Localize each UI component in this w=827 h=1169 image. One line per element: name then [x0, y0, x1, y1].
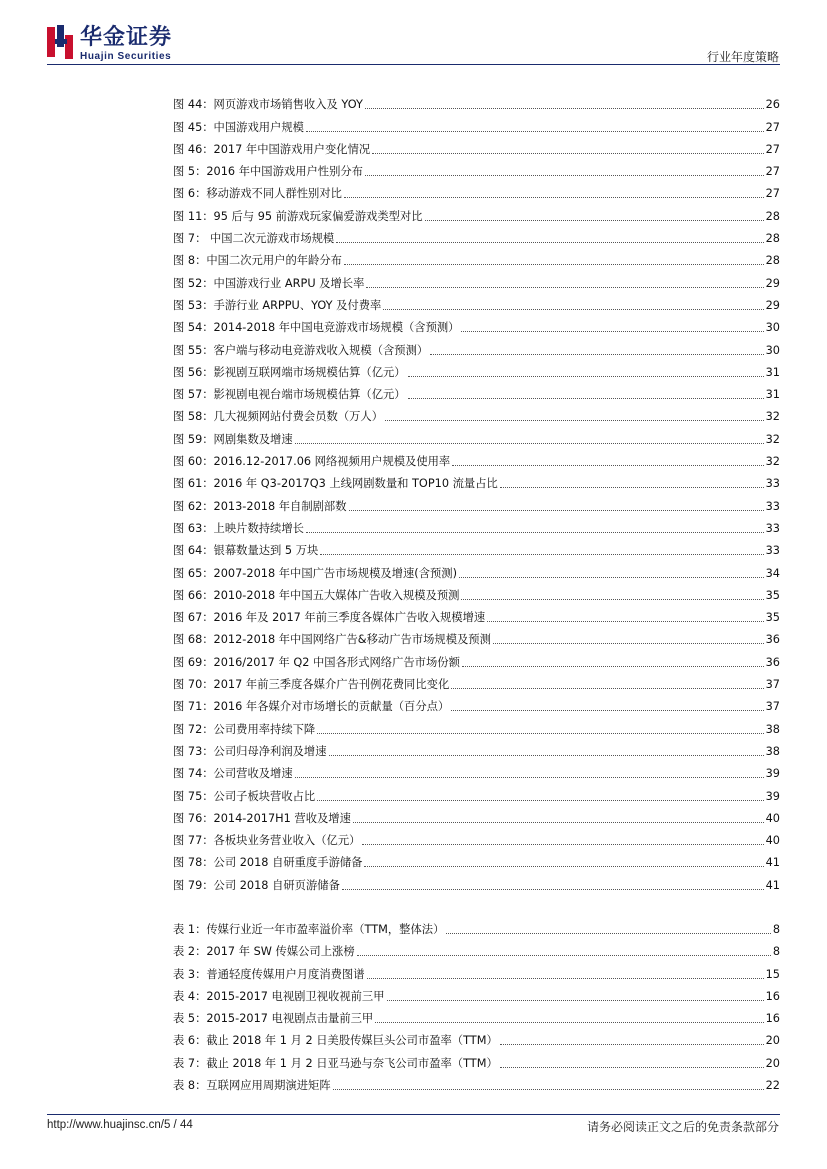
figure-toc-row[interactable] [173, 268, 780, 290]
toc-entry-page[interactable]: 32 [765, 455, 780, 469]
dot-leader [383, 309, 763, 310]
dot-leader [430, 354, 763, 355]
figure-toc-row[interactable] [173, 358, 780, 380]
toc-entry-page[interactable]: 39 [765, 767, 780, 781]
figure-toc-row[interactable] [173, 90, 780, 112]
figure-toc-row[interactable] [173, 848, 780, 870]
figure-toc-row[interactable] [173, 224, 780, 246]
toc-entry-label[interactable]: 图 55：客户端与移动电竞游戏收入规模（含预测） [173, 343, 429, 357]
toc-entry-page[interactable]: 35 [765, 588, 780, 602]
dot-leader [317, 733, 763, 734]
table-toc-row[interactable] [173, 959, 780, 981]
table-list [173, 915, 780, 1093]
toc-entry-page[interactable]: 32 [765, 410, 780, 424]
figure-toc-row[interactable] [173, 246, 780, 268]
toc-entry-label[interactable]: 表 4：2015-2017 电视剧卫视收视前三甲 [173, 989, 385, 1003]
figure-toc-row[interactable] [173, 558, 780, 580]
toc-entry-label[interactable]: 图 58：几大视频网站付费会员数（万人） [173, 410, 384, 424]
toc-entry-label[interactable]: 图 59：网剧集数及增速 [173, 432, 293, 446]
toc-entry-label[interactable]: 图 67：2016 年及 2017 年前三季度各媒体广告收入规模增速 [173, 611, 486, 625]
dot-leader [500, 1067, 764, 1068]
figure-toc-row[interactable] [173, 380, 780, 402]
footer-url[interactable]: http://www.huajinsc.cn/5 / 44 [47, 1119, 193, 1131]
toc-entry-label[interactable]: 图 8：中国二次元用户的年龄分布 [173, 254, 342, 268]
toc-entry-page[interactable]: 28 [765, 254, 780, 268]
figure-toc-row[interactable] [173, 514, 780, 536]
toc-entry-page[interactable]: 33 [765, 477, 780, 491]
dot-leader [367, 978, 764, 979]
figure-toc-row[interactable] [173, 759, 780, 781]
toc-entry-label[interactable]: 表 5：2015-2017 电视剧点击量前三甲 [173, 1012, 374, 1026]
dot-leader [365, 108, 764, 109]
toc-entry-label[interactable]: 图 79：公司 2018 自研页游储备 [173, 878, 340, 892]
figure-list [173, 90, 780, 893]
dot-leader [452, 465, 763, 466]
section-gap [173, 893, 780, 915]
table-toc-row[interactable] [173, 937, 780, 959]
toc-entry-page[interactable]: 16 [765, 989, 780, 1003]
dot-leader [451, 688, 763, 689]
dot-leader [362, 844, 763, 845]
toc-entry-label[interactable]: 图 75：公司子板块营收占比 [173, 789, 316, 803]
dot-leader [333, 1089, 764, 1090]
figure-toc-row[interactable] [173, 826, 780, 848]
figure-toc-row[interactable] [173, 804, 780, 826]
toc-entry-label[interactable]: 图 5：2016 年中国游戏用户性别分布 [173, 165, 363, 179]
figure-toc-row[interactable] [173, 157, 780, 179]
toc-entry-label[interactable]: 图 74：公司营收及增速 [173, 767, 293, 781]
toc-entry-page[interactable]: 33 [765, 499, 780, 513]
toc-entry-label[interactable]: 图 61：2016 年 Q3-2017Q3 上线网剧数量和 TOP10 流量占比 [173, 477, 498, 491]
toc-entry-page[interactable]: 27 [765, 142, 780, 156]
figure-toc-row[interactable] [173, 179, 780, 201]
toc-entry-label[interactable]: 图 6：移动游戏不同人群性别对比 [173, 187, 342, 201]
toc-entry-page[interactable]: 34 [765, 566, 780, 580]
toc-entry-page[interactable]: 29 [765, 276, 780, 290]
toc-entry-page[interactable]: 16 [765, 1012, 780, 1026]
toc-entry-label[interactable]: 表 7：截止 2018 年 1 月 2 日亚马逊与奈飞公司市盈率（TTM） [173, 1056, 498, 1070]
dot-leader [446, 933, 770, 934]
toc-entry-label[interactable]: 图 62：2013-2018 年自制剧部数 [173, 499, 347, 513]
dot-leader [349, 510, 764, 511]
table-of-contents [173, 90, 780, 1093]
toc-entry-page[interactable]: 37 [765, 700, 780, 714]
toc-entry-label[interactable]: 图 70：2017 年前三季度各媒介广告刊例花费同比变化 [173, 678, 450, 692]
toc-entry-label[interactable]: 图 65：2007-2018 年中国广告市场规模及增速(含预测) [173, 566, 457, 580]
figure-toc-row[interactable] [173, 402, 780, 424]
figure-toc-row[interactable] [173, 781, 780, 803]
toc-entry-label[interactable]: 图 53：手游行业 ARPPU、YOY 及付费率 [173, 298, 382, 312]
toc-entry-label[interactable]: 图 72：公司费用率持续下降 [173, 722, 316, 736]
toc-entry-label[interactable]: 图 56：影视剧互联网端市场规模估算（亿元） [173, 365, 406, 379]
toc-entry-page[interactable]: 41 [765, 856, 780, 870]
dot-leader [459, 577, 764, 578]
figure-toc-row[interactable] [173, 692, 780, 714]
toc-entry-page[interactable]: 36 [765, 655, 780, 669]
table-toc-row[interactable] [173, 1071, 780, 1093]
toc-entry-label[interactable]: 图 73：公司归母净利润及增速 [173, 744, 327, 758]
toc-entry-label[interactable]: 图 77：各板块业务营业收入（亿元） [173, 834, 361, 848]
dot-leader [336, 242, 763, 243]
figure-toc-row[interactable] [173, 447, 780, 469]
dot-leader [342, 889, 764, 890]
toc-entry-page[interactable]: 28 [765, 209, 780, 223]
dot-leader [306, 532, 764, 533]
toc-entry-label[interactable]: 图 66：2010-2018 年中国五大媒体广告收入规模及预测 [173, 588, 460, 602]
figure-toc-row[interactable] [173, 424, 780, 446]
figure-toc-row[interactable] [173, 647, 780, 669]
toc-entry-label[interactable]: 表 8：互联网应用周期演进矩阵 [173, 1079, 331, 1093]
toc-entry-page[interactable]: 33 [765, 521, 780, 535]
toc-entry-label[interactable]: 图 76：2014-2017H1 营收及增速 [173, 811, 351, 825]
toc-entry-page[interactable]: 41 [765, 878, 780, 892]
toc-entry-page[interactable]: 8 [772, 922, 780, 936]
dot-leader [295, 443, 764, 444]
figure-toc-row[interactable] [173, 714, 780, 736]
toc-entry-page[interactable]: 40 [765, 811, 780, 825]
table-toc-row[interactable] [173, 982, 780, 1004]
toc-entry-page[interactable]: 35 [765, 611, 780, 625]
toc-entry-page[interactable]: 40 [765, 834, 780, 848]
table-toc-row[interactable] [173, 1026, 780, 1048]
figure-toc-row[interactable] [173, 135, 780, 157]
toc-entry-page[interactable]: 38 [765, 722, 780, 736]
dot-leader [317, 800, 763, 801]
dot-leader [425, 220, 764, 221]
dot-leader [500, 1044, 764, 1045]
toc-entry-page[interactable]: 26 [765, 98, 780, 112]
brand-name-cn: 华金证券 [80, 25, 173, 50]
dot-leader [344, 264, 764, 265]
toc-entry-page[interactable]: 22 [765, 1079, 780, 1093]
toc-entry-page[interactable]: 27 [765, 187, 780, 201]
toc-entry-page[interactable]: 27 [765, 120, 780, 134]
toc-entry-page[interactable]: 31 [765, 388, 780, 402]
page-header [0, 0, 827, 70]
table-toc-row[interactable] [173, 1048, 780, 1070]
figure-toc-row[interactable] [173, 870, 780, 892]
dot-leader [493, 643, 764, 644]
toc-entry-label[interactable]: 图 68：2012-2018 年中国网络广告&移动广告市场规模及预测 [173, 633, 491, 647]
toc-entry-page[interactable]: 39 [765, 789, 780, 803]
report-type: 行业年度策略 [706, 50, 779, 64]
dot-leader [487, 621, 763, 622]
toc-entry-page[interactable]: 15 [765, 967, 780, 981]
figure-toc-row[interactable] [173, 335, 780, 357]
footer-divider [47, 1114, 780, 1115]
toc-entry-label[interactable]: 图 7： 中国二次元游戏市场规模 [173, 232, 335, 246]
toc-entry-label[interactable]: 图 60：2016.12-2017.06 网络视频用户规模及使用率 [173, 455, 451, 469]
huajin-logo-icon [47, 25, 73, 59]
toc-entry-page[interactable]: 20 [765, 1056, 780, 1070]
dot-leader [387, 1000, 764, 1001]
toc-entry-page[interactable]: 29 [765, 298, 780, 312]
figure-toc-row[interactable] [173, 491, 780, 513]
toc-entry-page[interactable]: 30 [765, 343, 780, 357]
toc-entry-label[interactable]: 图 63：上映片数持续增长 [173, 521, 304, 535]
toc-entry-label[interactable]: 表 3：普通轻度传媒用户月度消费图谱 [173, 967, 365, 981]
dot-leader [372, 153, 763, 154]
dot-leader [344, 197, 764, 198]
dot-leader [385, 420, 764, 421]
dot-leader [295, 777, 764, 778]
toc-entry-label[interactable]: 表 1：传媒行业近一年市盈率溢价率（TTM，整体法） [173, 922, 445, 936]
dot-leader [451, 710, 763, 711]
table-toc-row[interactable] [173, 1004, 780, 1026]
dot-leader [500, 487, 764, 488]
dot-leader [365, 175, 764, 176]
toc-entry-label[interactable]: 图 78：公司 2018 自研重度手游储备 [173, 856, 363, 870]
figure-toc-row[interactable] [173, 291, 780, 313]
dot-leader [364, 866, 763, 867]
figure-toc-row[interactable] [173, 112, 780, 134]
figure-toc-row[interactable] [173, 581, 780, 603]
toc-entry-page[interactable]: 32 [765, 432, 780, 446]
toc-entry-label[interactable]: 表 6：截止 2018 年 1 月 2 日美股传媒巨头公司市盈率（TTM） [173, 1034, 498, 1048]
header-divider [47, 64, 780, 65]
dot-leader [461, 599, 763, 600]
figure-toc-row[interactable] [173, 670, 780, 692]
toc-entry-page[interactable]: 31 [765, 365, 780, 379]
toc-entry-page[interactable]: 27 [765, 165, 780, 179]
toc-entry-label[interactable]: 图 11：95 后与 95 前游戏玩家偏爱游戏类型对比 [173, 209, 423, 223]
table-toc-row[interactable] [173, 915, 780, 937]
figure-toc-row[interactable] [173, 536, 780, 558]
dot-leader [375, 1022, 763, 1023]
toc-entry-page[interactable]: 37 [765, 678, 780, 692]
toc-entry-label[interactable]: 图 44：网页游戏市场销售收入及 YOY [173, 98, 363, 112]
toc-entry-page[interactable]: 30 [765, 321, 780, 335]
toc-entry-label[interactable]: 图 69：2016/2017 年 Q2 中国各形式网络广告市场份额 [173, 655, 460, 669]
figure-toc-row[interactable] [173, 737, 780, 759]
toc-entry-label[interactable]: 图 45：中国游戏用户规模 [173, 120, 304, 134]
dot-leader [353, 822, 764, 823]
toc-entry-label[interactable]: 表 2：2017 年 SW 传媒公司上涨榜 [173, 945, 355, 959]
dot-leader [461, 331, 763, 332]
toc-entry-page[interactable]: 38 [765, 744, 780, 758]
dot-leader [366, 287, 763, 288]
toc-entry-page[interactable]: 20 [765, 1034, 780, 1048]
toc-entry-page[interactable]: 8 [772, 945, 780, 959]
figure-toc-row[interactable] [173, 625, 780, 647]
toc-entry-label[interactable]: 图 54：2014-2018 年中国电竞游戏市场规模（含预测） [173, 321, 460, 335]
toc-entry-label[interactable]: 图 52：中国游戏行业 ARPU 及增长率 [173, 276, 365, 290]
toc-entry-label[interactable]: 图 71：2016 年各媒介对市场增长的贡献量（百分点） [173, 700, 450, 714]
dot-leader [320, 554, 763, 555]
dot-leader [462, 666, 764, 667]
dot-leader [329, 755, 764, 756]
footer-disclaimer: 请务必阅读正文之后的免责条款部分 [586, 1120, 779, 1134]
figure-toc-row[interactable] [173, 469, 780, 491]
toc-entry-page[interactable]: 36 [765, 633, 780, 647]
toc-entry-label[interactable]: 图 57：影视剧电视台端市场规模估算（亿元） [173, 388, 406, 402]
toc-entry-page[interactable]: 28 [765, 232, 780, 246]
dot-leader [408, 376, 764, 377]
figure-toc-row[interactable] [173, 603, 780, 625]
figure-toc-row[interactable] [173, 201, 780, 223]
figure-toc-row[interactable] [173, 313, 780, 335]
toc-entry-page[interactable]: 33 [765, 544, 780, 558]
toc-entry-label[interactable]: 图 64：银幕数量达到 5 万块 [173, 544, 319, 558]
brand-name-en: Huajin Securities [80, 51, 172, 62]
toc-entry-label[interactable]: 图 46：2017 年中国游戏用户变化情况 [173, 142, 371, 156]
dot-leader [357, 955, 771, 956]
dot-leader [306, 131, 764, 132]
dot-leader [408, 398, 764, 399]
